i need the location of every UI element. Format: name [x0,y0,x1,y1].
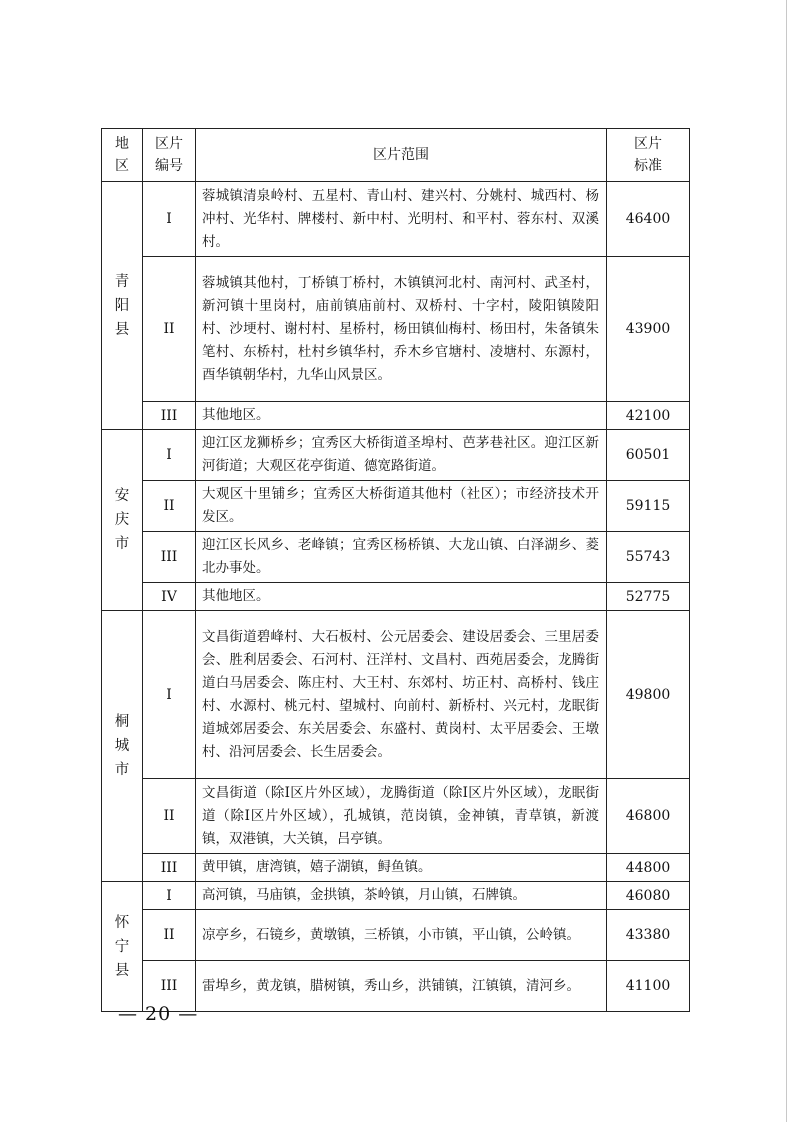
zone-price: 55743 [607,532,690,583]
zone-scope: 其他地区。 [196,583,607,611]
zone-scope: 迎江区龙狮桥乡；宜秀区大桥街道圣埠村、芭茅巷社区。迎江区新河街道；大观区花亭街道、德宽路街道。 [196,430,607,481]
table-row [102,910,690,961]
region-cell: 青阳县 [102,182,143,430]
zone-price: 46800 [607,779,690,854]
zone-price: 41100 [607,961,690,1012]
header-zone-scope: 区片范围 [196,129,607,182]
land-price-zone-table [101,128,690,1012]
zone-scope: 文昌街道（除I区片外区域），龙腾街道（除I区片外区域），龙眠街道（除I区片外区域），孔城镇，范岗镇，金神镇，青草镇，新渡镇，双港镇，大关镇，吕亭镇。 [196,779,607,854]
zone-scope: 雷埠乡，黄龙镇，腊树镇，秀山乡，洪铺镇，江镇镇，清河乡。 [196,961,607,1012]
header-region: 地 区 [102,129,143,182]
zone-code: II [143,779,196,854]
table-row [102,779,690,854]
zone-price: 49800 [607,611,690,779]
zone-code: III [143,854,196,882]
zone-price: 46080 [607,882,690,910]
zone-code: II [143,910,196,961]
table-row [102,257,690,402]
zone-code: II [143,257,196,402]
zone-price: 44800 [607,854,690,882]
table-row [102,430,690,481]
zone-scope: 文昌街道碧峰村、大石板村、公元居委会、建设居委会、三里居委会、胜利居委会、石河村、汪洋村、文昌村、西苑居委会，龙腾街道白马居委会、陈庄村、大王村、东郊村、坊正村、高桥村、钱庄村、水源村、桃元村、望城村、向前村、新桥村、兴元村，龙眠街道城郊居委会、东关居委会、东盛村、黄岗村、太平居委会、王墩村、沿河居委会、长生居委会。 [196,611,607,779]
table-row [102,882,690,910]
zone-price: 43900 [607,257,690,402]
zone-code: III [143,961,196,1012]
zone-price: 60501 [607,430,690,481]
zone-code: II [143,481,196,532]
header-zone-price: 区片 标准 [607,129,690,182]
zone-scope: 迎江区长风乡、老峰镇；宜秀区杨桥镇、大龙山镇、白泽湖乡、菱北办事处。 [196,532,607,583]
zone-code: I [143,182,196,257]
zone-price: 42100 [607,402,690,430]
zone-scope: 蓉城镇其他村，丁桥镇丁桥村，木镇镇河北村、南河村、武圣村，新河镇十里岗村，庙前镇庙前村、双桥村、十字村，陵阳镇陵阳村、沙埂村、谢村村、星桥村，杨田镇仙梅村、杨田村，朱备镇朱笔村、东桥村，杜村乡镇华村，乔木乡官塘村、凌塘村、东源村，酉华镇朝华村，九华山风景区。 [196,257,607,402]
zone-scope: 其他地区。 [196,402,607,430]
zone-code: I [143,611,196,779]
table-header-row [102,129,690,182]
table-row [102,481,690,532]
zone-scope: 高河镇，马庙镇，金拱镇，茶岭镇，月山镇，石牌镇。 [196,882,607,910]
zone-price: 43380 [607,910,690,961]
table-row [102,583,690,611]
table-row [102,532,690,583]
scan-page-edge [786,0,787,1122]
zone-price: 52775 [607,583,690,611]
zone-code: I [143,430,196,481]
table-row [102,182,690,257]
table-row [102,854,690,882]
zone-code: III [143,402,196,430]
header-zone-code: 区片 编号 [143,129,196,182]
zone-price: 59115 [607,481,690,532]
zone-scope: 蓉城镇清泉岭村、五星村、青山村、建兴村、分姚村、城西村、杨冲村、光华村、牌楼村、新中村、光明村、和平村、蓉东村、双溪村。 [196,182,607,257]
region-cell: 桐城市 [102,611,143,882]
zone-scope: 黄甲镇，唐湾镇，嬉子湖镇，鲟鱼镇。 [196,854,607,882]
page-number: — 20 — [118,1003,199,1025]
table-row [102,611,690,779]
zone-code: I [143,882,196,910]
region-cell: 怀宁县 [102,882,143,1012]
region-cell: 安庆市 [102,430,143,611]
zone-code: IV [143,583,196,611]
zone-code: III [143,532,196,583]
table-row [102,402,690,430]
zone-scope: 凉亭乡，石镜乡，黄墩镇，三桥镇，小市镇，平山镇，公岭镇。 [196,910,607,961]
zone-price: 46400 [607,182,690,257]
zone-scope: 大观区十里铺乡；宜秀区大桥街道其他村（社区）；市经济技术开发区。 [196,481,607,532]
